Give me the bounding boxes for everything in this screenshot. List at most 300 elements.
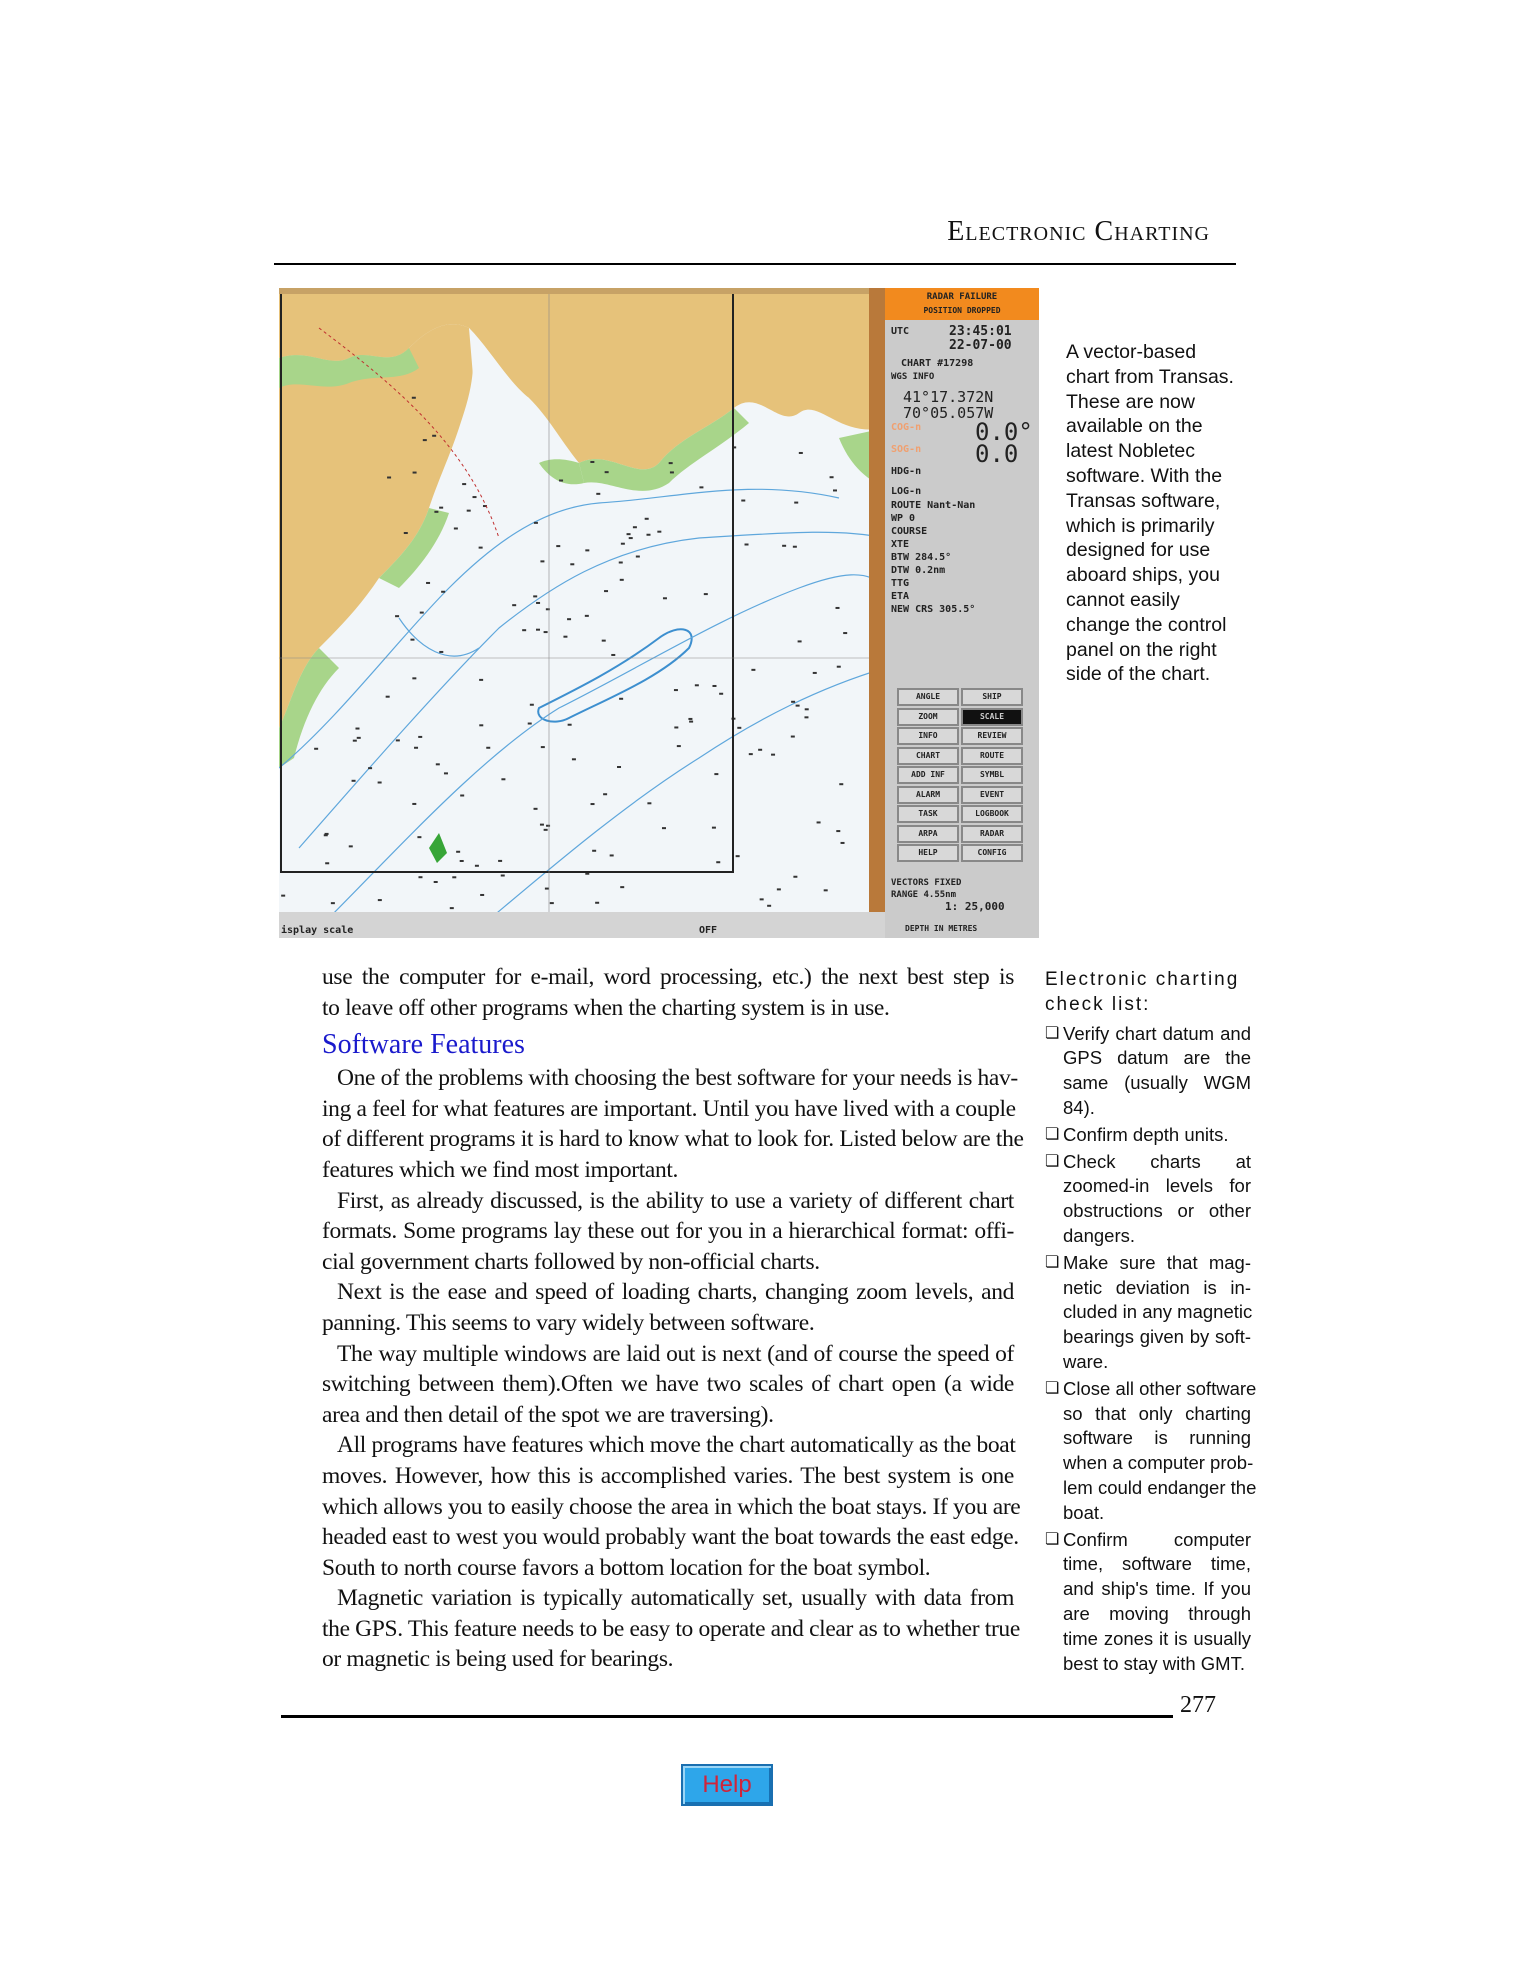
paragraph-line: One of the problems with choosing the best software for your needs is hav- bbox=[337, 1065, 1018, 1092]
caption-line: latest Nobletec bbox=[1066, 440, 1195, 463]
bottom-rule bbox=[281, 1715, 1173, 1718]
panel-button-scale: SCALE bbox=[961, 708, 1023, 726]
depth-sounding bbox=[689, 721, 693, 723]
paragraph-line: All programs have features which move the chart automatically as the boat bbox=[337, 1432, 1016, 1459]
checklist-line: Check charts at bbox=[1063, 1150, 1251, 1172]
depth-sounding bbox=[544, 829, 548, 831]
panel-button-route: ROUTE bbox=[961, 747, 1023, 765]
depth-sounding bbox=[378, 899, 382, 901]
depth-sounding bbox=[836, 607, 840, 609]
depth-sounding bbox=[647, 802, 651, 804]
paragraph-line: which allows you to easily choose the area in which the boat stays. If you are bbox=[322, 1493, 1021, 1520]
depth-sounding bbox=[619, 561, 623, 563]
depth-sounding bbox=[386, 696, 390, 698]
depth-sounding bbox=[841, 842, 845, 844]
depth-sounding bbox=[536, 629, 540, 631]
caption-line: A vector-based bbox=[1066, 341, 1197, 363]
checklist-item bbox=[1045, 1022, 1251, 1121]
running-head: Electronic Charting bbox=[947, 216, 1210, 247]
depth-sounding bbox=[704, 593, 708, 595]
btw-label: BTW 284.5° bbox=[891, 552, 952, 563]
depth-sounding bbox=[460, 860, 464, 862]
depth-sounding bbox=[395, 615, 399, 617]
panel-button-help: HELP bbox=[897, 844, 959, 862]
depth-sounding bbox=[633, 526, 637, 528]
depth-sounding bbox=[791, 736, 795, 738]
depth-sounding bbox=[480, 894, 484, 896]
depth-sounding bbox=[357, 737, 361, 739]
utc-time: 23:45:01 bbox=[949, 324, 1012, 339]
depth-sounding bbox=[617, 766, 621, 768]
caption-line: which is primarily bbox=[1066, 514, 1215, 537]
paragraph-line: Next is the ease and speed of loading charts, changing zoom levels, and bbox=[337, 1279, 1014, 1306]
log-label: LOG-n bbox=[891, 486, 922, 497]
paragraph-line: of different programs it is hard to know what to look for. Listed below are the bbox=[322, 1126, 1024, 1153]
xte-label: XTE bbox=[891, 539, 910, 550]
depth-sounding bbox=[585, 549, 589, 551]
checklist-line: netic deviation is in- bbox=[1063, 1276, 1251, 1298]
utc-date: 22-07-00 bbox=[949, 338, 1012, 353]
depth-sounding bbox=[473, 496, 477, 498]
depth-sounding bbox=[592, 850, 596, 852]
checklist-line: time zones it is usually bbox=[1063, 1627, 1251, 1649]
depth-sounding bbox=[737, 727, 741, 729]
checkbox-icon: ❏ bbox=[1045, 1530, 1060, 1548]
depth-sounding bbox=[627, 533, 631, 535]
paragraph-line: formats. Some programs lay these out for you in a hierarchical format: offi- bbox=[322, 1218, 1014, 1245]
depth-sounding bbox=[645, 518, 649, 520]
depth-sounding bbox=[418, 736, 422, 738]
depth-sounding bbox=[533, 595, 537, 597]
depth-sounding bbox=[603, 793, 607, 795]
caption-line: Transas software, bbox=[1066, 489, 1221, 512]
depth-sounding bbox=[355, 728, 359, 730]
depth-sounding bbox=[413, 472, 417, 474]
depth-sounding bbox=[444, 772, 448, 774]
paragraph-line: or magnetic is being used for bearings. bbox=[322, 1646, 674, 1673]
body-text bbox=[322, 962, 1024, 1675]
map-footer-label-2: OFF bbox=[699, 925, 718, 936]
checklist-line: bearings given by soft- bbox=[1063, 1326, 1251, 1348]
depth-sounding bbox=[568, 724, 572, 726]
depth-sounding bbox=[771, 754, 775, 756]
depth-sounding bbox=[412, 803, 416, 805]
depth-sounding bbox=[782, 545, 786, 547]
checklist-line: when a computer prob- bbox=[1063, 1452, 1254, 1474]
paragraph-line: South to north course favors a bottom location for the boat symbol. bbox=[322, 1554, 931, 1581]
depth-sounding bbox=[528, 723, 532, 725]
panel-button-radar: RADAR bbox=[961, 825, 1023, 843]
depth-sounding bbox=[620, 579, 624, 581]
caption-line: panel on the right bbox=[1066, 638, 1217, 661]
panel-button-symbl: SYMBL bbox=[961, 766, 1023, 784]
depth-sounding bbox=[567, 618, 571, 620]
new-course-label: NEW CRS 305.5° bbox=[891, 604, 976, 615]
depth-sounding bbox=[378, 782, 382, 784]
paragraph-line: ing a feel for what features are important. Until you have lived with a couple bbox=[322, 1095, 1016, 1122]
paragraph-line: panning. This seems to vary widely between software. bbox=[322, 1309, 815, 1336]
sog-label: SOG-n bbox=[891, 444, 922, 455]
depth-sounding bbox=[751, 669, 755, 671]
wp-label: WP 0 bbox=[891, 513, 916, 524]
panel-button-event: EVENT bbox=[961, 786, 1023, 804]
checklist-line: Confirm depth units. bbox=[1063, 1123, 1229, 1145]
depth-sounding bbox=[414, 747, 418, 749]
checklist-line: zoomed-in levels for bbox=[1063, 1175, 1251, 1197]
paragraph bbox=[322, 1430, 1021, 1583]
caption-line: cannot easily bbox=[1066, 588, 1180, 611]
depth-sounding bbox=[636, 556, 640, 558]
utc-label: UTC bbox=[891, 326, 910, 337]
depth-sounding bbox=[541, 746, 545, 748]
caption-line: change the control bbox=[1066, 613, 1227, 636]
depth-sounding bbox=[545, 888, 549, 890]
depth-sounding bbox=[663, 597, 667, 599]
depth-sounding bbox=[662, 827, 666, 829]
paragraph-line: area and then detail of the spot we are traversing). bbox=[322, 1401, 774, 1428]
depth-sounding bbox=[836, 830, 840, 832]
help-button[interactable]: Help bbox=[681, 1764, 773, 1806]
wgs-info: WGS INFO bbox=[891, 372, 935, 382]
hdg-label: HDG-n bbox=[891, 466, 922, 477]
panel-button-config: CONFIG bbox=[961, 844, 1023, 862]
depth-sounding bbox=[540, 824, 544, 826]
depth-sounding bbox=[353, 740, 357, 742]
paragraph bbox=[322, 1583, 1020, 1675]
depth-sounding bbox=[530, 704, 534, 706]
depth-sounding bbox=[629, 537, 633, 539]
depth-sounding bbox=[434, 511, 438, 513]
panel-button-review: REVIEW bbox=[961, 727, 1023, 745]
panel-button-logbook: LOGBOOK bbox=[961, 805, 1023, 823]
depth-sounding bbox=[462, 483, 466, 485]
depth-sounding bbox=[837, 666, 841, 668]
paragraph-line: cial government charts followed by non-official charts. bbox=[322, 1248, 820, 1275]
cog-label: COG-n bbox=[891, 422, 922, 433]
map-footer-label: isplay scale bbox=[281, 925, 354, 936]
depth-sounding bbox=[736, 855, 740, 857]
course-label: COURSE bbox=[891, 526, 928, 537]
depth-sounding bbox=[646, 534, 650, 536]
panel-button-ship: SHIP bbox=[961, 688, 1023, 706]
paragraph-line: the GPS. This feature needs to be easy to operate and clear as to whether true bbox=[322, 1615, 1020, 1642]
depth-sounding bbox=[452, 876, 456, 878]
caption-line: side of the chart. bbox=[1066, 663, 1211, 686]
depth-sounding bbox=[712, 827, 716, 829]
figure-caption bbox=[1066, 340, 1246, 687]
depth-sounding bbox=[843, 632, 847, 634]
depth-sounding bbox=[796, 705, 800, 707]
depth-sounding bbox=[522, 629, 526, 631]
paragraph-line: to leave off other programs when the charting system is in use. bbox=[322, 994, 890, 1021]
control-panel bbox=[885, 288, 1039, 938]
route-label: ROUTE Nant-Nan bbox=[891, 500, 976, 511]
checklist-line: so that only charting bbox=[1063, 1402, 1251, 1424]
depth-sounding bbox=[596, 493, 600, 495]
ttg-label: TTG bbox=[891, 578, 910, 589]
depth-sounding bbox=[657, 531, 661, 533]
scale-label: 1: 25,000 bbox=[945, 900, 1005, 913]
checklist-line: Close all other software bbox=[1063, 1377, 1257, 1399]
depth-sounding bbox=[387, 477, 391, 479]
depth-sounding bbox=[281, 895, 285, 897]
longitude: 70°05.057W bbox=[903, 404, 994, 422]
depth-sounding bbox=[460, 794, 464, 796]
caption-line: These are now bbox=[1066, 390, 1195, 413]
paragraph bbox=[322, 962, 1014, 1023]
top-rule bbox=[274, 263, 1236, 265]
depth-sounding bbox=[546, 825, 550, 827]
checklist-item bbox=[1045, 1377, 1257, 1526]
depth-sounding bbox=[799, 452, 803, 454]
checkbox-icon: ❏ bbox=[1045, 1152, 1060, 1170]
depth-sounding bbox=[534, 808, 538, 810]
depth-sounding bbox=[794, 502, 798, 504]
depth-sounding bbox=[688, 718, 692, 720]
paragraph-line: moves. However, how this is accomplished varies. The best system is one bbox=[322, 1462, 1014, 1489]
paragraph-line: switching between them).Often we have two scales of chart open (a wide bbox=[322, 1371, 1014, 1398]
paragraph bbox=[322, 1186, 1014, 1278]
depth-sounding bbox=[621, 543, 625, 545]
sog-value: 0.0 bbox=[975, 440, 1019, 468]
checklist-item bbox=[1045, 1528, 1251, 1677]
depth-sounding bbox=[412, 397, 416, 399]
dtw-label: DTW 0.2nm bbox=[891, 565, 946, 576]
depth-sounding bbox=[556, 545, 560, 547]
depth-sounding bbox=[439, 651, 443, 653]
checklist-line: boat. bbox=[1063, 1501, 1105, 1523]
depth-sounding bbox=[813, 672, 817, 674]
depth-sounding bbox=[559, 480, 563, 482]
depth-sounding bbox=[695, 684, 699, 686]
depth-sounding bbox=[426, 582, 430, 584]
nautical-chart-map bbox=[279, 288, 885, 938]
depth-sounding bbox=[714, 773, 718, 775]
depth-sounding bbox=[805, 708, 809, 710]
depth-sounding bbox=[501, 875, 505, 877]
checklist-line: software is running bbox=[1063, 1427, 1251, 1449]
depth-sounding bbox=[670, 471, 674, 473]
depth-sounding bbox=[572, 758, 576, 760]
depth-sounding bbox=[719, 693, 723, 695]
depth-sounding bbox=[716, 861, 720, 863]
depth-sounding bbox=[450, 907, 454, 909]
depth-sounding bbox=[434, 881, 438, 883]
checklist-line: Verify chart datum and bbox=[1063, 1022, 1251, 1044]
depth-sounding bbox=[331, 902, 335, 904]
panel-button-alarm: ALARM bbox=[897, 786, 959, 804]
checklist-line: lem could endanger the bbox=[1063, 1476, 1257, 1498]
paragraph-line: Magnetic variation is typically automatically set, usually with data from bbox=[337, 1585, 1014, 1612]
checklist-title: check list: bbox=[1045, 993, 1151, 1015]
checkbox-icon: ❏ bbox=[1045, 1379, 1060, 1397]
page-number: 277 bbox=[1180, 1692, 1216, 1718]
checklist-line: same (usually WGM bbox=[1063, 1072, 1251, 1094]
checkbox-icon: ❏ bbox=[1045, 1125, 1060, 1143]
checklist-item bbox=[1045, 1123, 1251, 1148]
depth-sounding bbox=[749, 753, 753, 755]
depth-sounding bbox=[833, 489, 837, 491]
checklist-line: obstructions or other bbox=[1063, 1200, 1251, 1222]
panel-button-info: INFO bbox=[897, 727, 959, 745]
depth-sounding bbox=[436, 763, 440, 765]
vectors-label: VECTORS FIXED bbox=[891, 878, 962, 888]
depth-sounding bbox=[699, 486, 703, 488]
caption-line: available on the bbox=[1066, 415, 1203, 438]
depth-sounding bbox=[758, 749, 762, 751]
depth-sounding bbox=[563, 636, 567, 638]
depth-sounding bbox=[314, 748, 318, 750]
depth-sounding bbox=[352, 780, 356, 782]
depth-sounding bbox=[396, 739, 400, 741]
depth-sounding bbox=[324, 834, 328, 836]
depth-sounding bbox=[479, 679, 483, 681]
depth-sounding bbox=[417, 836, 421, 838]
paragraph bbox=[322, 1063, 1024, 1185]
checklist-line: GPS datum are the bbox=[1063, 1047, 1251, 1069]
paragraph bbox=[322, 1277, 1014, 1338]
caption-line: aboard ships, you bbox=[1066, 564, 1220, 587]
checklist-line: and ship's time. If you bbox=[1063, 1578, 1251, 1600]
depth-sounding bbox=[620, 886, 624, 888]
depth-sounding bbox=[456, 851, 460, 853]
depth-sounding bbox=[420, 612, 424, 614]
depth-sounding bbox=[501, 778, 505, 780]
depth-sounding bbox=[824, 889, 828, 891]
depth-sounding bbox=[590, 461, 594, 463]
depth-sounding bbox=[410, 639, 414, 641]
eta-label: ETA bbox=[891, 591, 910, 602]
depth-sounding bbox=[712, 685, 716, 687]
depth-sounding bbox=[767, 905, 771, 907]
alarm-radar: RADAR FAILURE bbox=[926, 292, 998, 302]
checklist-line: dangers. bbox=[1063, 1224, 1135, 1246]
depth-sounding bbox=[441, 591, 445, 593]
checkbox-icon: ❏ bbox=[1045, 1024, 1060, 1042]
depth-sounding bbox=[677, 745, 681, 747]
depth-sounding bbox=[585, 615, 589, 617]
depth-sounding bbox=[368, 767, 372, 769]
depth-sounding bbox=[540, 560, 544, 562]
checklist-line: ware. bbox=[1063, 1350, 1109, 1372]
depth-sounding bbox=[423, 439, 427, 441]
caption-line: chart from Transas. bbox=[1066, 365, 1234, 388]
depth-sounding bbox=[604, 590, 608, 592]
latitude: 41°17.372N bbox=[903, 388, 994, 406]
depth-sounding bbox=[777, 888, 781, 890]
depth-sounding bbox=[674, 726, 678, 728]
depth-sounding bbox=[611, 654, 615, 656]
depth-sounding bbox=[745, 543, 749, 545]
depth-sounding bbox=[817, 821, 821, 823]
depth-sounding bbox=[418, 876, 422, 878]
section-heading: Software Features bbox=[322, 1029, 525, 1061]
paragraph-line: First, as already discussed, is the ability to use a variety of different chart bbox=[337, 1187, 1014, 1214]
checkbox-icon: ❏ bbox=[1045, 1253, 1060, 1271]
depth-sounding bbox=[585, 873, 589, 875]
depth-sounding bbox=[669, 462, 673, 464]
depth-sounding bbox=[534, 522, 538, 524]
checklist-item bbox=[1045, 1150, 1251, 1249]
depth-sounding bbox=[544, 631, 548, 633]
alarm-position: POSITION DROPPED bbox=[923, 306, 1001, 315]
depth-sounding bbox=[839, 783, 843, 785]
panel-button-chart: CHART bbox=[897, 747, 959, 765]
depth-sounding bbox=[798, 640, 802, 642]
checklist-line: best to stay with GMT. bbox=[1063, 1652, 1245, 1674]
paragraph-line: The way multiple windows are laid out is next (and of course the speed of bbox=[337, 1340, 1014, 1367]
checklist-line: 84). bbox=[1063, 1096, 1095, 1118]
depth-sounding bbox=[498, 860, 502, 862]
paragraph-line: headed east to west you would probably want the boat towards the east edge. bbox=[322, 1524, 1019, 1551]
panel-button-angle: ANGLE bbox=[897, 688, 959, 706]
depth-sounding bbox=[804, 716, 808, 718]
depth-sounding bbox=[605, 471, 609, 473]
depth-sounding bbox=[610, 854, 614, 856]
checklist-sidebar bbox=[1045, 968, 1257, 1676]
depth-sounding bbox=[536, 602, 540, 604]
caption-line: software. With the bbox=[1066, 464, 1223, 487]
depth-sounding bbox=[512, 604, 516, 606]
depth-sounding bbox=[619, 698, 623, 700]
depth-sounding bbox=[432, 435, 436, 437]
checklist-line: Make sure that mag- bbox=[1063, 1251, 1251, 1273]
depth-sounding bbox=[674, 689, 678, 691]
chart-number: CHART #17298 bbox=[901, 358, 974, 369]
depth-sounding bbox=[454, 527, 458, 529]
depth-sounding bbox=[479, 547, 483, 549]
checklist-line: time, software time, bbox=[1063, 1553, 1251, 1575]
paragraph-line: use the computer for e-mail, word processing, etc.) the next best step is bbox=[322, 964, 1014, 990]
depth-sounding bbox=[479, 724, 483, 726]
cog-value: 0.0° bbox=[975, 418, 1033, 446]
checklist-line: are moving through bbox=[1063, 1602, 1251, 1624]
depth-sounding bbox=[741, 500, 745, 502]
depth-sounding bbox=[475, 865, 479, 867]
depth-sounding bbox=[760, 898, 764, 900]
chart-screenshot-figure bbox=[279, 288, 1039, 938]
depth-sounding bbox=[570, 563, 574, 565]
depth-sounding bbox=[467, 510, 471, 512]
checklist-line: cluded in any magnetic bbox=[1063, 1301, 1253, 1323]
depth-sounding bbox=[404, 532, 408, 534]
depth-sounding bbox=[550, 902, 554, 904]
panel-button-task: TASK bbox=[897, 805, 959, 823]
depth-units-label: DEPTH IN METRES bbox=[905, 924, 978, 933]
depth-sounding bbox=[412, 677, 416, 679]
depth-sounding bbox=[791, 701, 795, 703]
checklist-line: Confirm computer bbox=[1063, 1528, 1251, 1550]
paragraph-line: features which we find most important. bbox=[322, 1156, 679, 1183]
checklist-item bbox=[1045, 1251, 1251, 1375]
panel-button-add-inf: ADD INF bbox=[897, 766, 959, 784]
checklist-title: Electronic charting bbox=[1045, 969, 1240, 990]
caption-line: designed for use bbox=[1066, 539, 1211, 562]
panel-button-zoom: ZOOM bbox=[897, 708, 959, 726]
depth-sounding bbox=[325, 862, 329, 864]
depth-sounding bbox=[349, 845, 353, 847]
depth-sounding bbox=[793, 876, 797, 878]
depth-sounding bbox=[486, 747, 490, 749]
depth-sounding bbox=[830, 476, 834, 478]
depth-sounding bbox=[793, 546, 797, 548]
range-label: RANGE 4.55nm bbox=[891, 890, 957, 900]
depth-sounding bbox=[602, 640, 606, 642]
panel-button-arpa: ARPA bbox=[897, 825, 959, 843]
depth-sounding bbox=[591, 803, 595, 805]
depth-sounding bbox=[595, 902, 599, 904]
depth-sounding bbox=[439, 507, 443, 509]
